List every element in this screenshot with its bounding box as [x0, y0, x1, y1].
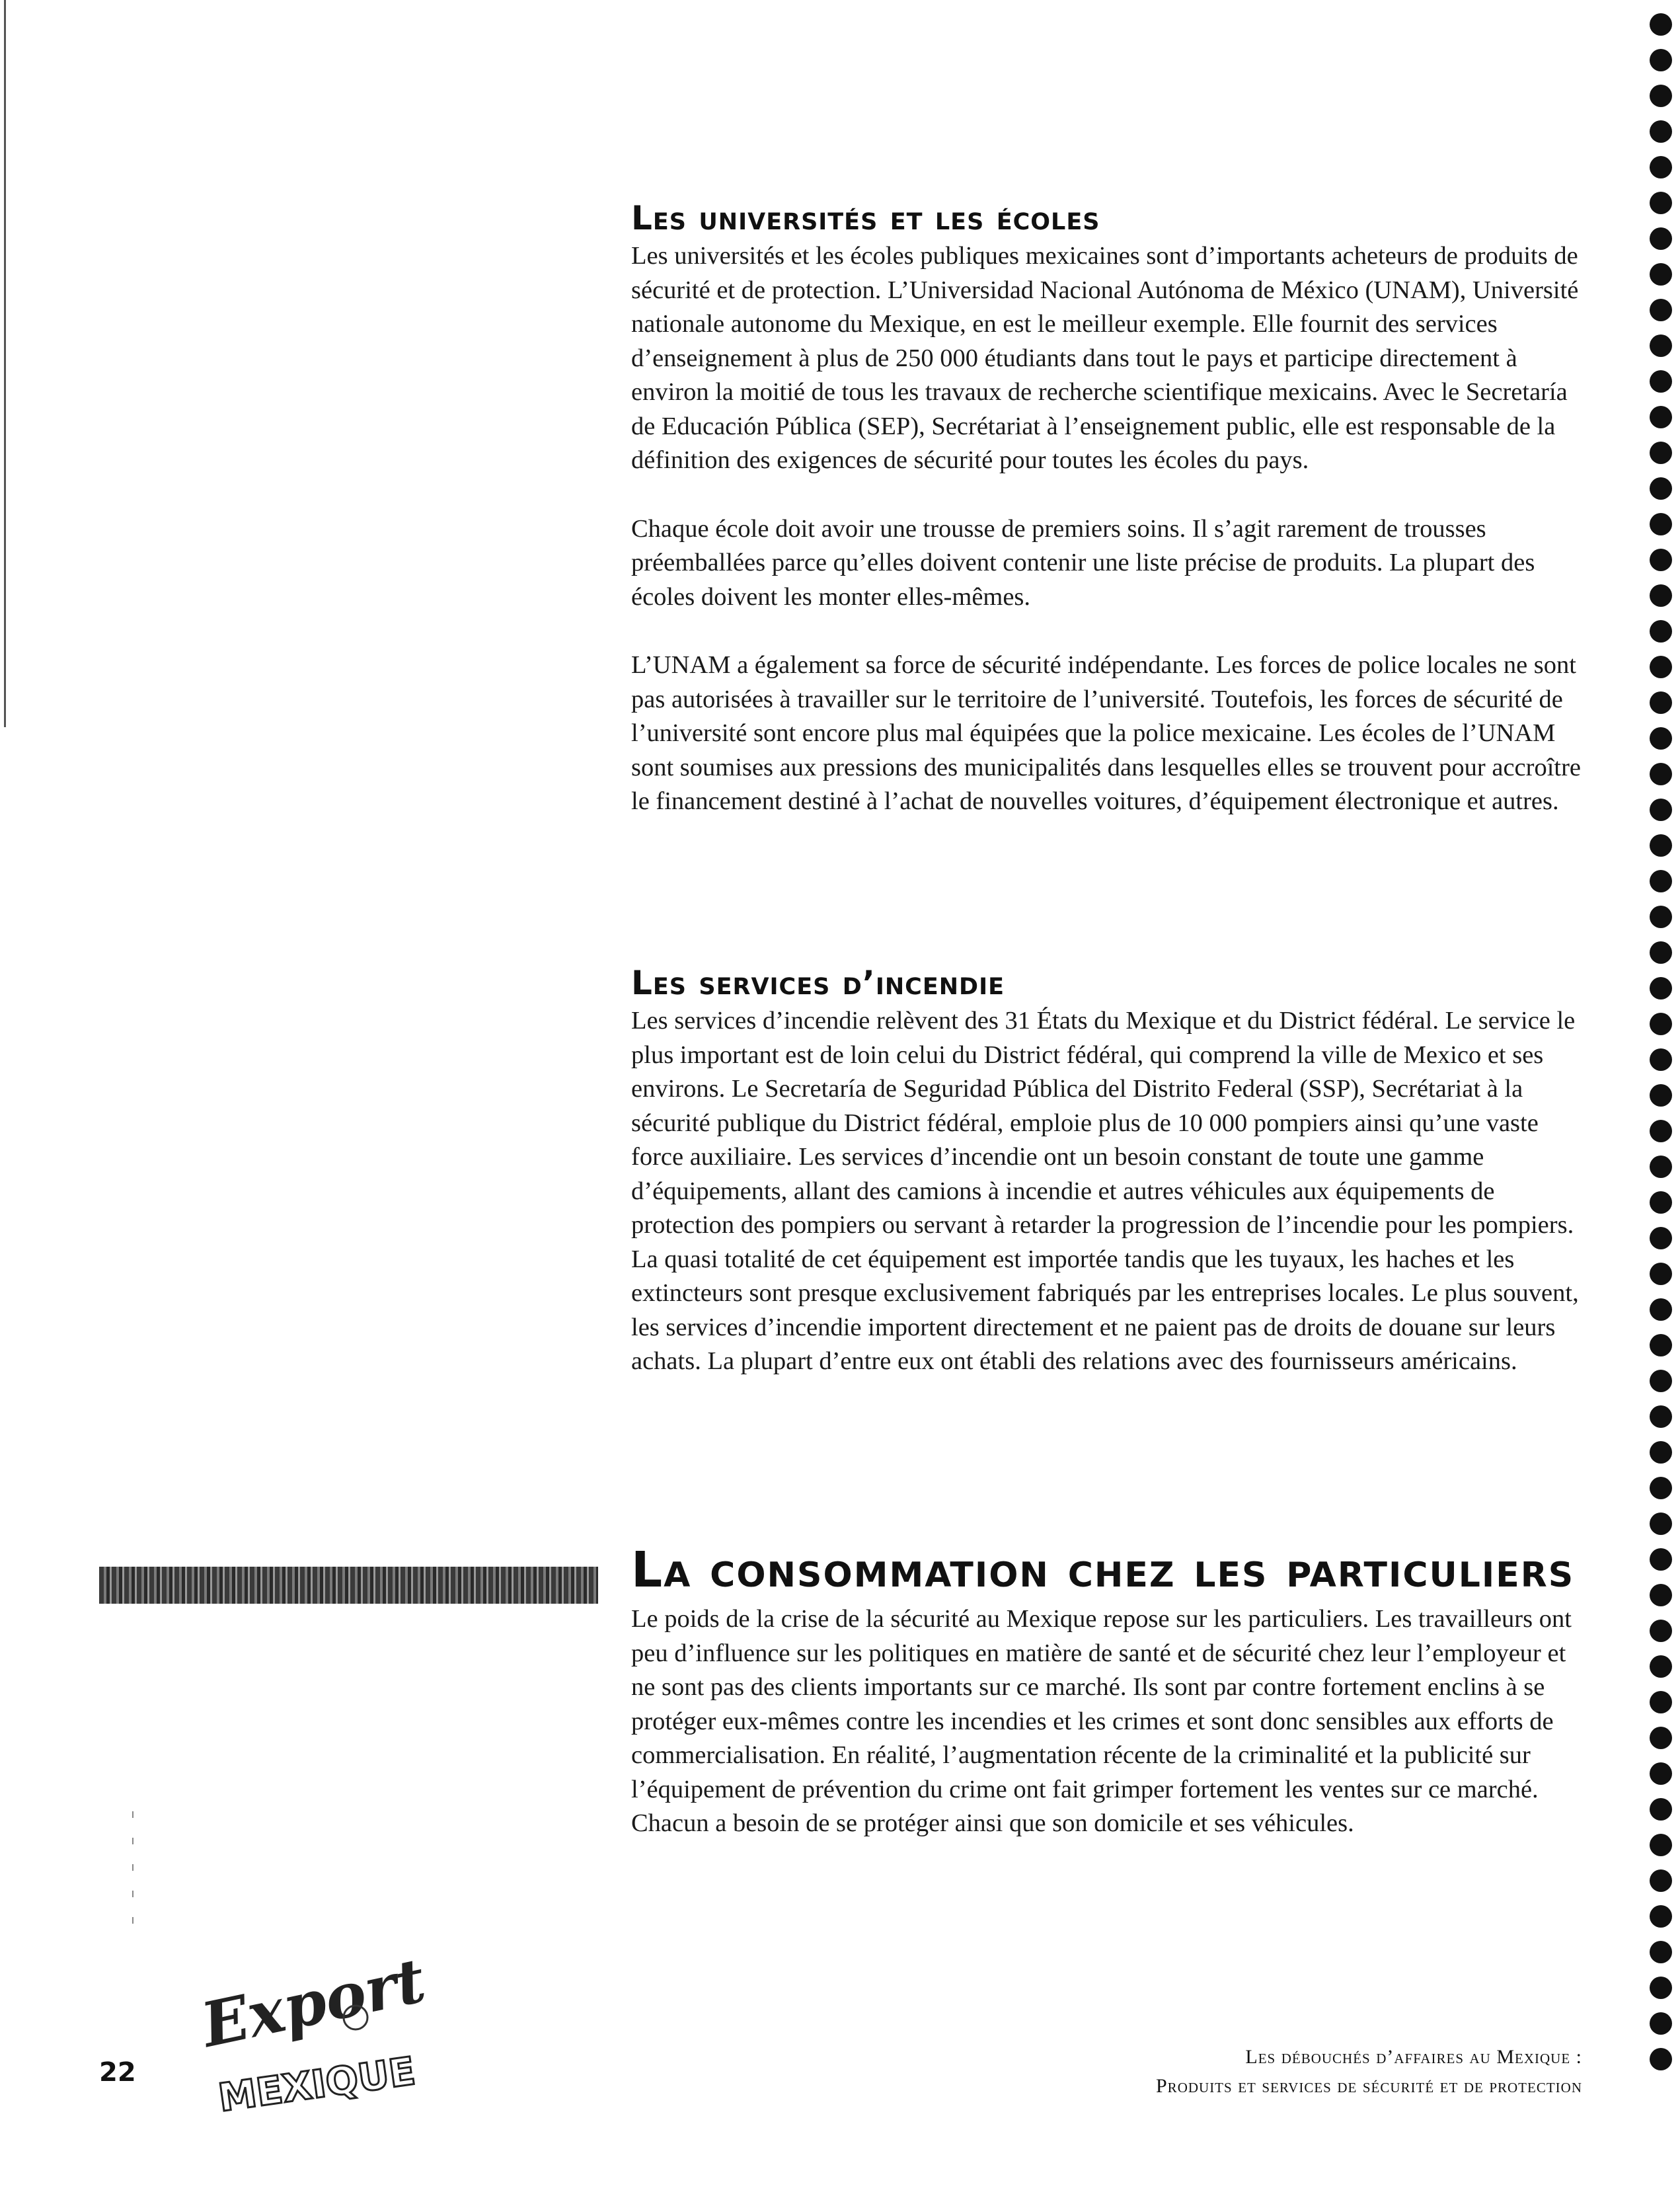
binding-hole	[1650, 192, 1672, 214]
binding-hole	[1650, 1620, 1672, 1642]
binding-hole	[1650, 1977, 1672, 1999]
binding-hole	[1650, 2012, 1672, 2035]
binding-hole	[1650, 1263, 1672, 1285]
binding-hole	[1650, 763, 1672, 785]
binding-hole	[1650, 941, 1672, 964]
binding-hole	[1650, 1334, 1672, 1356]
binding-hole	[1650, 1048, 1672, 1071]
binding-hole	[1650, 85, 1672, 107]
binding-hole	[1650, 799, 1672, 821]
binding-hole	[1650, 227, 1672, 250]
binding-hole	[1650, 1441, 1672, 1464]
page-number: 22	[99, 2057, 136, 2088]
binding-hole	[1650, 156, 1672, 178]
binding-hole	[1650, 1013, 1672, 1035]
binding-hole	[1650, 370, 1672, 393]
binding-hole	[1650, 977, 1672, 1000]
binding-hole	[1650, 834, 1672, 857]
section-consumers	[631, 1540, 1589, 1841]
binding-hole	[1650, 1370, 1672, 1392]
binding-hole	[1650, 1548, 1672, 1571]
binding-hole	[1650, 870, 1672, 892]
binding-hole	[1650, 477, 1672, 500]
footer-title	[1156, 2043, 1582, 2101]
footer-title-line1: Les débouchés d’affaires au Mexique :	[1245, 2046, 1582, 2068]
spiral-binding	[1650, 13, 1673, 2084]
binding-hole	[1650, 1762, 1672, 1785]
binding-hole	[1650, 1512, 1672, 1535]
binding-hole	[1650, 263, 1672, 286]
binding-hole	[1650, 620, 1672, 643]
binding-hole	[1650, 1084, 1672, 1107]
binding-hole	[1650, 513, 1672, 535]
binding-hole	[1650, 656, 1672, 678]
binding-hole	[1650, 1298, 1672, 1321]
binding-hole	[1650, 406, 1672, 428]
binding-hole	[1650, 727, 1672, 750]
paragraph: Les universités et les écoles publiques mexicaines sont d’importants acheteurs de produits de sécurité et de protection. L’Universidad Nacional Autónoma de México (UNAM), Université nationale autonome du Mexique, en est le meilleur exemple. Elle fournit des services d’enseignement à plus de 250 000 étudiants dans tout le pays et participe directement à environ la moitié de tous les travaux de recherche scientifique mexicains. Avec le Secretaría de Educación Pública (SEP), Secrétariat à l’enseignement public, elle est responsable de la définition des exigences de sécurité pour toutes les écoles du pays.	[631, 242, 1579, 474]
binding-hole	[1650, 1477, 1672, 1499]
binding-hole	[1650, 1655, 1672, 1678]
binding-hole	[1650, 1869, 1672, 1892]
export-mexique-logo	[192, 1944, 432, 2122]
binding-hole	[1650, 1727, 1672, 1749]
binding-hole	[1650, 2048, 1672, 2070]
logo-text-bottom: MEXIQUE	[215, 2048, 418, 2121]
binding-hole	[1650, 1584, 1672, 1606]
binding-hole	[1650, 1156, 1672, 1178]
binding-hole	[1650, 1405, 1672, 1428]
logo-text-top: Export	[195, 1944, 432, 2061]
binding-hole	[1650, 334, 1672, 357]
paragraph: Chaque école doit avoir une trousse de premiers soins. Il s’agit rarement de trousses préemballées parce qu’elles doivent contenir une liste précise de produits. La plupart des écoles doivent les monter elles-mêmes.	[631, 514, 1535, 611]
section-universities	[631, 197, 1589, 819]
binding-hole	[1650, 906, 1672, 928]
footer-title-line2: Produits et services de sécurité et de protection	[1156, 2075, 1582, 2097]
binding-hole	[1650, 691, 1672, 714]
binding-hole	[1650, 1834, 1672, 1856]
binding-hole	[1650, 299, 1672, 321]
binding-hole	[1650, 13, 1672, 36]
binding-hole	[1650, 120, 1672, 143]
binding-hole	[1650, 1120, 1672, 1142]
section-heading: Les services d’incendie	[631, 964, 1005, 1002]
decorative-bar	[99, 1567, 598, 1604]
main-heading: La consommation chez les particuliers	[631, 1542, 1575, 1598]
binding-hole	[1650, 1798, 1672, 1821]
paragraph: L’UNAM a également sa force de sécurité indépendante. Les forces de police locales ne sont pas autorisées à travailler sur le territoire de l’université. Toutefois, les forces de sécurité de l’université sont encore plus mal équipées que la police mexicaine. Les écoles de l’UNAM sont soumises aux pressions des municipalités dans lesquelles elles se trouvent pour accroître le financement destiné à l’achat de nouvelles voitures, d’équipement électronique et autres.	[631, 651, 1582, 815]
section-fire-services	[631, 962, 1589, 1379]
binding-hole	[1650, 1227, 1672, 1249]
paragraph: Les services d’incendie relèvent des 31 États du Mexique et du District fédéral. Le service le plus important est de loin celui du District fédéral, qui comprend la ville de Mexico et ses environs. Le Secretaría de Seguridad Pública del Distrito Federal (SSP), Secrétariat à la sécurité publique du District fédéral, emploie plus de 10 000 pompiers ainsi qu’une vaste force auxiliaire. Les services d’incendie ont un besoin constant de toute une gamme d’équipements, allant des camions à incendie et autres véhicules aux équipements de protection des pompiers ou servant à retarder la progression de l’incendie pour les pompiers. La quasi totalité de cet équipement est importée tandis que les tuyaux, les haches et les extincteurs sont presque exclusivement fabriqués par les entreprises locales. Le plus souvent, les services d’incendie importent directement et ne paient pas de droits de douane sur leurs achats. La plupart d’entre eux ont établi des relations avec des fournisseurs américains.	[631, 1007, 1579, 1375]
binding-hole	[1650, 442, 1672, 464]
binding-hole	[1650, 49, 1672, 71]
binding-hole	[1650, 1941, 1672, 1963]
left-margin-rule	[4, 0, 6, 727]
paragraph: Le poids de la crise de la sécurité au Mexique repose sur les particuliers. Les travailleurs ont peu d’influence sur les politiques en matière de santé et de sécurité chez leur l’employeur et ne sont pas des clients importants sur ce marché. Ils sont par contre fortement enclins à se protéger eux-mêmes contre les incendies et les crimes et sont donc sensibles aux efforts de commercialisation. En réalité, l’augmentation récente de la criminalité et la publicité sur l’équipement de prévention du crime ont fait grimper fortement les ventes sur ce marché. Chacun a besoin de se protéger ainsi que son domicile et ses véhicules.	[631, 1605, 1572, 1837]
binding-hole	[1650, 549, 1672, 571]
binding-hole	[1650, 1691, 1672, 1713]
binding-hole	[1650, 1905, 1672, 1928]
section-heading: Les universités et les écoles	[631, 199, 1100, 237]
margin-marks	[132, 1811, 135, 1943]
binding-hole	[1650, 584, 1672, 607]
binding-hole	[1650, 1191, 1672, 1214]
